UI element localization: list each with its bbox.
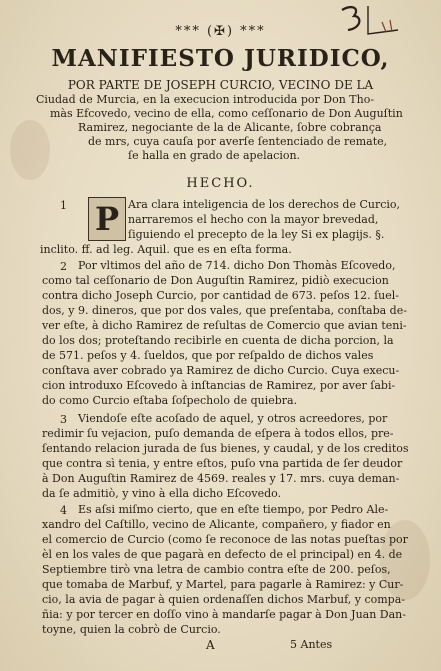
intro-line: màs Efcovedo, vecino de ella, como ceſſonario de Don Auguſtin xyxy=(50,107,403,120)
body-line: toyne, quien la cobrò de Curcio. xyxy=(42,623,221,636)
body-line: Ara clara inteligencia de los derechos de Curcio, xyxy=(128,198,401,211)
body-line: do como Curcio eſtaba ſoſpecholo de quiebra. xyxy=(42,394,298,407)
body-line: xandro del Caſtillo, vecino de Alicante, compañero, y fiador en xyxy=(42,518,391,531)
intro-line: POR PARTE DE JOSEPH CURCIO, VECINO DE LA xyxy=(67,78,374,92)
intro-line: ſe halla en grado de apelacion. xyxy=(128,149,301,162)
body-line: conſtava aver cobrado ya Ramirez de dicho Curcio. Cuya execu- xyxy=(42,364,400,377)
body-line: Septiembre tirò vna letra de cambio contra eſte de 200. peſos, xyxy=(42,563,391,576)
catchword: 5 Antes xyxy=(290,638,333,651)
body-line: Es aſsi miſmo cierto, que en eſte tiempo, por Pedro Ale- xyxy=(78,503,389,516)
signature-mark: A xyxy=(206,638,215,652)
body-line: Viendoſe eſte acoſado de aquel, y otros acreedores, por xyxy=(78,412,388,425)
body-line: Por vltimos del año de 714. dicho Don Thomàs Eſcovedo, xyxy=(78,259,396,272)
body-line: redimir ſu vejacion, puſo demanda de eſpera à todos ellos, pre- xyxy=(42,427,394,440)
body-line: que tomaba de Marbuf, y Martel, para pagarle à Ramirez: y Cur- xyxy=(42,578,404,591)
intro-line: Ciudad de Murcia, en la execucion introducida por Don Tho- xyxy=(36,93,375,106)
body-line: narraremos el hecho con la mayor brevedad, xyxy=(128,213,379,226)
body-line: ſiguiendo el precepto de la ley Si ex plagijs. §. xyxy=(128,228,385,241)
paragraph-number: 2 xyxy=(60,260,67,273)
intro-line: de mrs, cuya cauſa por averſe ſentenciado de remate, xyxy=(88,135,388,148)
body-line: el comercio de Curcio (como ſe reconoce de las notas pueſtas por xyxy=(42,533,408,546)
paragraph-number: 3 xyxy=(60,413,67,426)
body-line: èl en los vales de que pagarà en defecto de el principal) en 4. de xyxy=(42,548,403,561)
body-line: inclito. ff. ad leg. Aquil. que es en eſta forma. xyxy=(40,243,292,256)
body-line: da ſe admitiò, y vino à ella dicho Eſcovedo. xyxy=(42,487,282,500)
body-line: que contra sì tenia, y entre eſtos, puſo vna partida de ſer deudor xyxy=(42,457,403,470)
paragraph-number: 4 xyxy=(60,504,67,517)
paper-stain xyxy=(10,120,50,180)
paragraph-number: 1 xyxy=(60,199,67,212)
body-line: do los dos; proteſtando recibirle en cuenta de dicha porcion, la xyxy=(42,334,394,347)
header-ornament: *** (✠) *** xyxy=(175,24,266,39)
document-title: MANIFIESTO JURIDICO, xyxy=(51,45,390,72)
body-line: como tal ceſſonario de Don Auguſtin Ramirez, pidiò execucion xyxy=(42,274,389,287)
body-line: cio, la avia de pagar à quien ordenaſſen dichos Marbuf, y compa- xyxy=(42,593,405,606)
body-line: de 571. peſos y 4. ſueldos, que por reſpaldo de dichos vales xyxy=(42,349,374,362)
intro-line: Ramirez, negociante de la de Alicante, ſobre cobrança xyxy=(78,121,382,134)
body-line: contra dicho Joseph Curcio, por cantidad de 673. peſos 12. ſuel- xyxy=(42,289,400,302)
section-heading: HECHO. xyxy=(186,176,255,191)
body-line: dos, y 9. dineros, que por dos vales, que preſentaba, conſtaba de- xyxy=(42,304,407,317)
body-line: ſentando relacion jurada de ſus bienes, y caudal, y de los creditos xyxy=(42,442,409,455)
drop-cap: P xyxy=(88,197,126,241)
body-line: ñia: y por tercer en doſſo vino à mandarſe pagar à Don Juan Dan- xyxy=(42,608,406,621)
body-line: cion introduxo Eſcovedo à inſtancias de Ramirez, por aver ſabi- xyxy=(42,379,396,392)
body-line: ver eſte, à dicho Ramirez de reſultas de Comercio que avian teni- xyxy=(42,319,407,332)
body-line: à Don Auguſtin Ramirez de 4569. reales y 17. mrs. cuya deman- xyxy=(42,472,400,485)
